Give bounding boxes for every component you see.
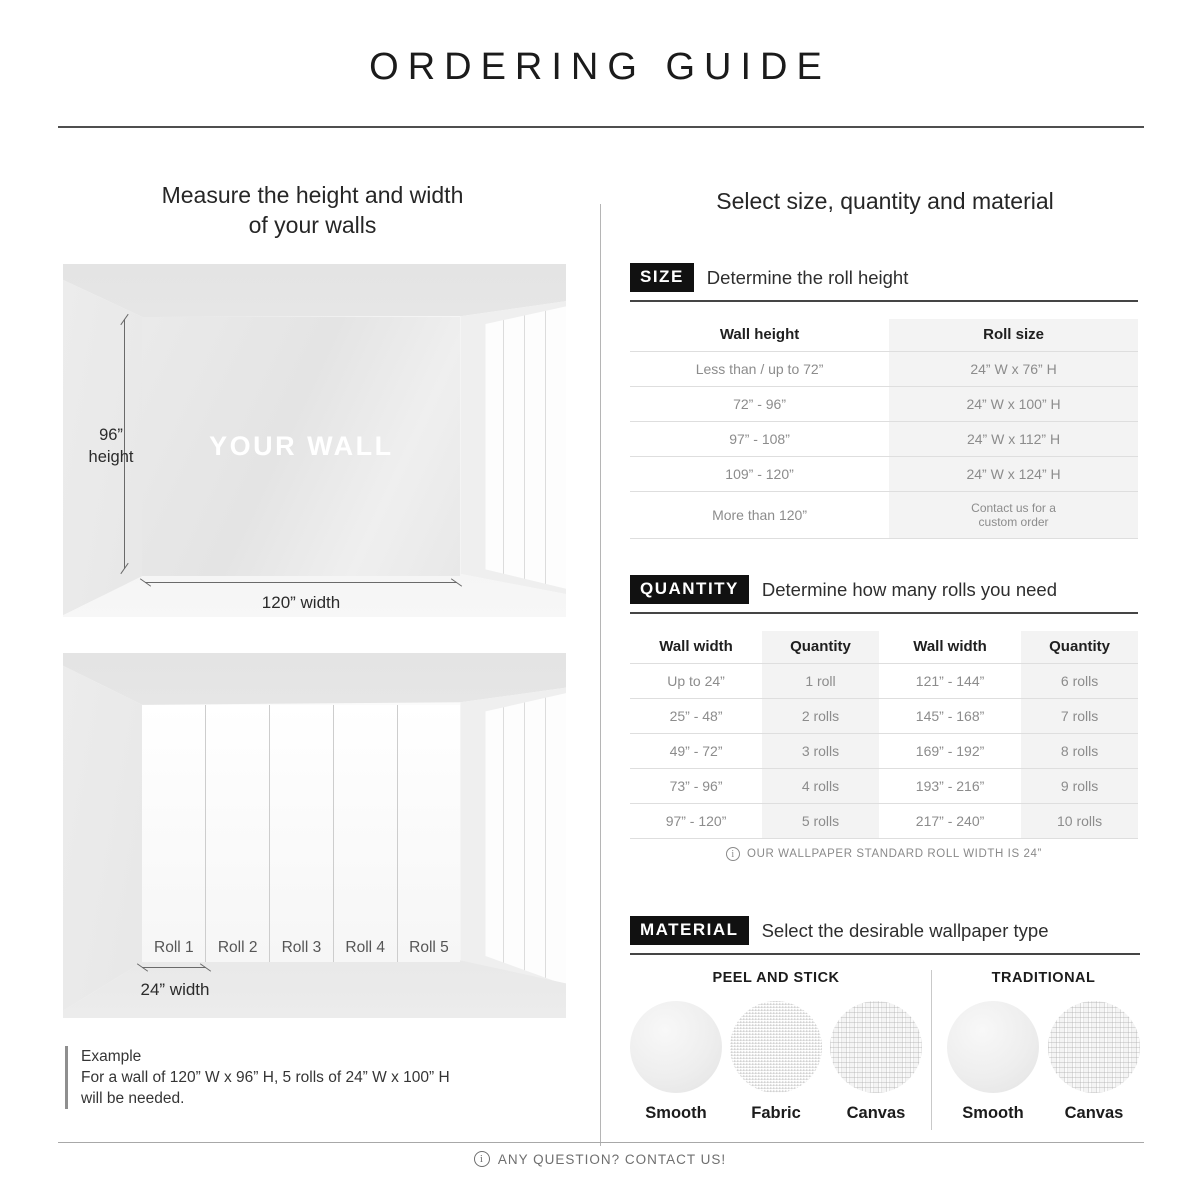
left-heading-line1: Measure the height and width [161, 182, 464, 208]
swatch-label: Canvas [1064, 1104, 1124, 1122]
roll-panel [270, 705, 334, 962]
width-dimension-line [145, 582, 457, 583]
swatch-label: Canvas [846, 1104, 906, 1122]
swatch-fabric [730, 1001, 822, 1123]
wall-width-cell: 73” - 96” [630, 769, 762, 804]
footer-text: ANY QUESTION? CONTACT US! [497, 1151, 727, 1167]
size-table-row [630, 387, 1138, 422]
wall-height-cell: More than 120” [630, 492, 889, 539]
material-group-divider [931, 970, 932, 1130]
size-subtitle: Determine the roll height [706, 266, 909, 288]
example-line2: will be needed. [81, 1090, 185, 1107]
roll-size-cell [889, 492, 1138, 539]
quantity-table-row [630, 699, 1138, 734]
left-heading-line2: of your walls [248, 212, 377, 238]
roll-panel [142, 705, 206, 962]
wallpaper-roll-panels [142, 705, 460, 962]
wall-height-cell: Less than / up to 72” [630, 352, 889, 387]
roll-panel [334, 705, 398, 962]
qty-col-wall-width-1: Wall width [659, 638, 733, 655]
roll-panel [206, 705, 270, 962]
swatch-smooth [630, 1001, 722, 1123]
example-block [65, 1046, 535, 1109]
roll-width-dimension-label: 24” width [140, 980, 210, 999]
roll-size-cell: 24” W x 124” H [889, 457, 1138, 492]
wall-height-cell: 97” - 108” [630, 422, 889, 457]
quantity-cell: 3 rolls [762, 734, 879, 769]
roll-width-dimension-line [142, 967, 206, 968]
example-line1: For a wall of 120” W x 96” H, 5 rolls of 24” W x 100” H [81, 1069, 450, 1086]
size-table-header-row [630, 319, 1138, 352]
swatch-canvas [830, 1001, 922, 1123]
custom-order-note: Contact us for a custom order [971, 501, 1056, 529]
height-dimension-label [65, 424, 157, 468]
roll-label: Roll 5 [409, 939, 449, 957]
wall-width-cell: 25” - 48” [630, 699, 762, 734]
peel-and-stick-swatches [630, 1001, 922, 1123]
quantity-cell: 7 rolls [1021, 699, 1138, 734]
your-wall-label: YOUR WALL [209, 430, 394, 461]
title-divider-line [58, 126, 1144, 128]
size-badge: SIZE [630, 263, 694, 292]
peel-and-stick-title: PEEL AND STICK [712, 970, 840, 986]
roll-size-cell: 24” W x 100” H [889, 387, 1138, 422]
qty-col-quantity-1: Quantity [762, 631, 879, 664]
swatch-label: Smooth [962, 1104, 1024, 1122]
room-illustration-rolls [63, 653, 566, 1018]
size-col-wall-height: Wall height [719, 326, 800, 343]
wall-width-cell: Up to 24” [630, 664, 762, 699]
size-section [630, 263, 1138, 539]
swatch-smooth [947, 1001, 1039, 1123]
quantity-table-row [630, 734, 1138, 769]
smooth-texture-swatch [630, 1001, 722, 1093]
quantity-table-row [630, 664, 1138, 699]
wall-width-cell: 169” - 192” [879, 734, 1021, 769]
quantity-section [630, 575, 1138, 839]
size-table-row [630, 457, 1138, 492]
roll-label: Roll 1 [154, 939, 194, 957]
height-word: height [88, 448, 134, 466]
height-value: 96” [99, 426, 123, 444]
column-divider-line [600, 204, 601, 1146]
roll-width-note [630, 847, 1138, 861]
swatch-canvas [1048, 1001, 1140, 1123]
size-table-row [630, 352, 1138, 387]
qty-col-wall-width-2: Wall width [913, 638, 987, 655]
material-groups [630, 970, 1140, 1130]
footer [0, 1151, 1200, 1167]
footer-divider-line [58, 1142, 1144, 1143]
roll-width-note-text: OUR WALLPAPER STANDARD ROLL WIDTH IS 24” [747, 848, 1042, 860]
size-table-row [630, 422, 1138, 457]
quantity-cell: 10 rolls [1021, 804, 1138, 839]
roll-label: Roll 4 [345, 939, 386, 957]
quantity-cell: 6 rolls [1021, 664, 1138, 699]
quantity-cell: 8 rolls [1021, 734, 1138, 769]
wall-width-cell: 49” - 72” [630, 734, 762, 769]
size-table-row [630, 492, 1138, 539]
quantity-cell: 4 rolls [762, 769, 879, 804]
quantity-table-header-row [630, 631, 1138, 664]
quantity-cell: 1 roll [762, 664, 879, 699]
quantity-section-header [630, 575, 1138, 614]
material-badge: MATERIAL [630, 916, 749, 945]
quantity-table-row [630, 769, 1138, 804]
quantity-cell: 2 rolls [762, 699, 879, 734]
wall-width-cell: 97” - 120” [630, 804, 762, 839]
size-col-roll-size: Roll size [889, 319, 1138, 352]
info-icon [726, 847, 740, 861]
quantity-table [630, 631, 1138, 839]
peel-and-stick-group [630, 970, 922, 1130]
quantity-subtitle: Determine how many rolls you need [761, 578, 1058, 600]
info-icon [474, 1151, 490, 1167]
wall-width-cell: 193” - 216” [879, 769, 1021, 804]
wall-width-cell: 145” - 168” [879, 699, 1021, 734]
wall-width-cell: 121” - 144” [879, 664, 1021, 699]
traditional-swatches [947, 1001, 1140, 1123]
example-title: Example [81, 1048, 142, 1065]
swatch-label: Fabric [751, 1104, 801, 1122]
material-subtitle: Select the desirable wallpaper type [761, 919, 1049, 941]
qty-col-quantity-2: Quantity [1021, 631, 1138, 664]
swatch-label: Smooth [645, 1104, 707, 1122]
roll-label: Roll 3 [281, 939, 322, 957]
wall-width-cell: 217” - 240” [879, 804, 1021, 839]
traditional-group [947, 970, 1140, 1130]
quantity-table-row [630, 804, 1138, 839]
canvas-texture-swatch [1048, 1001, 1140, 1093]
size-section-header [630, 263, 1138, 302]
right-column-heading: Select size, quantity and material [716, 188, 1054, 214]
quantity-badge: QUANTITY [630, 575, 749, 604]
width-dimension-label: 120” width [261, 593, 341, 612]
room-illustration-measure [63, 264, 566, 617]
quantity-cell: 9 rolls [1021, 769, 1138, 804]
wall-height-cell: 109” - 120” [630, 457, 889, 492]
roll-label: Roll 2 [217, 939, 258, 957]
material-section-header [630, 916, 1140, 955]
wall-height-cell: 72” - 96” [630, 387, 889, 422]
roll-size-cell: 24” W x 76” H [889, 352, 1138, 387]
canvas-texture-swatch [830, 1001, 922, 1093]
smooth-texture-swatch [947, 1001, 1039, 1093]
roll-panel [398, 705, 461, 962]
roll-size-cell: 24” W x 112” H [889, 422, 1138, 457]
fabric-texture-swatch [730, 1001, 822, 1093]
size-table [630, 319, 1138, 539]
page-title: ORDERING GUIDE [369, 46, 831, 88]
quantity-cell: 5 rolls [762, 804, 879, 839]
traditional-title: TRADITIONAL [991, 970, 1096, 986]
material-section [630, 916, 1140, 1130]
left-column-heading [55, 180, 570, 240]
